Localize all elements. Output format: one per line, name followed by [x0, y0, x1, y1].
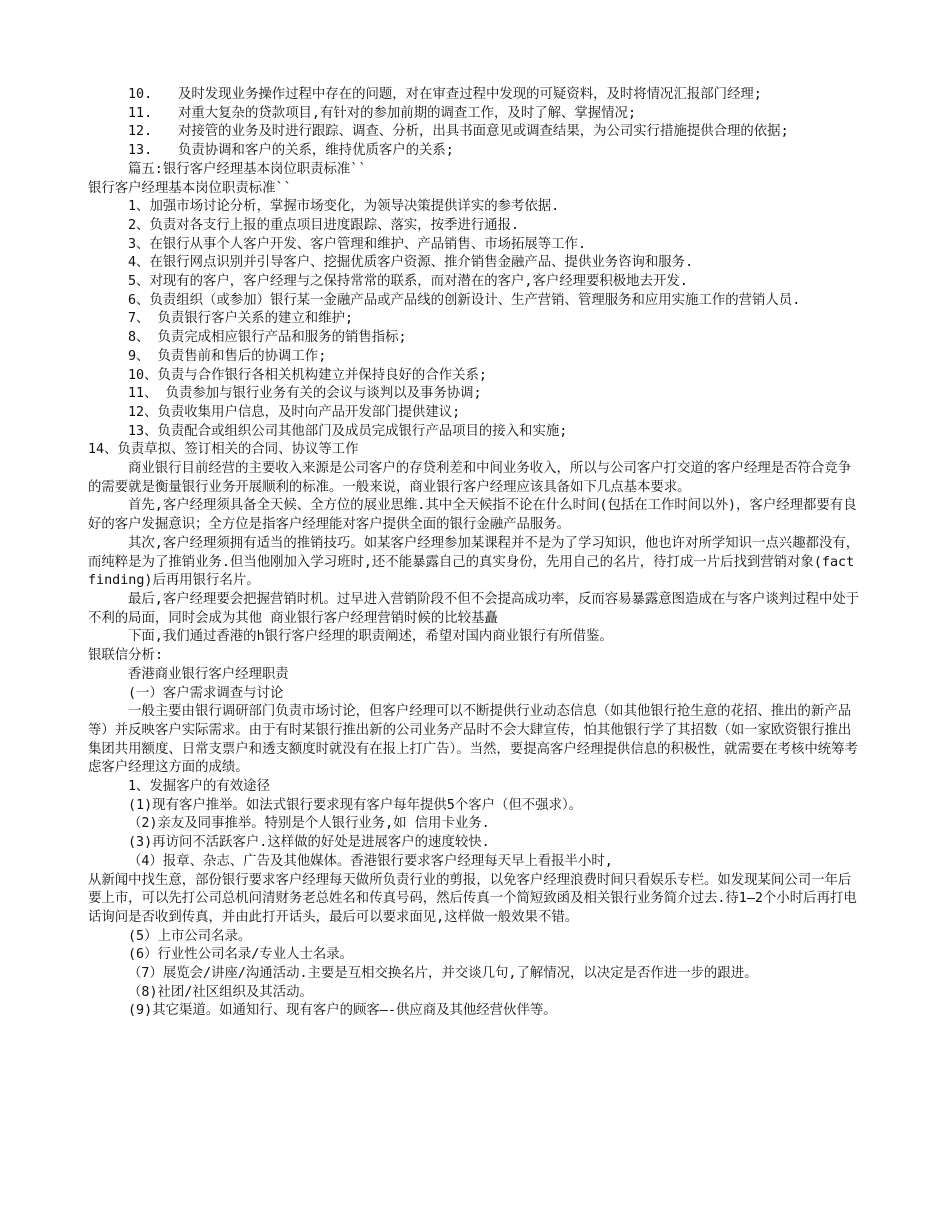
duty-item: 5、对现有的客户，客户经理与之保持常常的联系，而对潜在的客户,客户经理要积极地去开发.	[128, 274, 688, 290]
body-paragraph: 其次,客户经理须拥有适当的推销技巧。如某客户经理参加某课程并不是为了学习知识，他也许对所学知识一点兴趣都没有，而纯粹是为了推销业务.但当他刚加入学习班时,还不能暴露自己的真实身份，先用自己的名片，待打成一片后找到营销对象(fact finding)后再用银行名片。	[88, 535, 860, 589]
list-item: (6）行业性公司名录/专业人士名录。	[128, 947, 354, 963]
item-number: 12.	[128, 124, 153, 140]
list-item: (3)再访问不活跃客户.这样做的好处是进展客户的速度较快.	[128, 835, 490, 851]
duty-item: 3、在银行从事个人客户开发、客户管理和维护、产品销售、市场拓展等工作.	[128, 236, 587, 252]
duty-item: 7、 负责银行客户关系的建立和维护;	[128, 311, 354, 327]
list-item: (5）上市公司名录。	[128, 928, 252, 944]
numbered-item	[88, 86, 863, 105]
item-text: 对接管的业务及时进行跟踪、调查、分析，出具书面意见或调查结果，为公司实行措施提供合理的依据;	[178, 124, 789, 140]
list-item: （2)亲友及同事推举。特别是个人银行业务,如 信用卡业务.	[128, 816, 490, 832]
list-item-continuation: 从新闻中找生意，部份银行要求客户经理每天做所负责行业的剪报，以免客户经理浪费时间只看娱乐专栏。如发现某间公司一年后要上市，可以先打公司总机问清财务老总姓名和传真号码，然后传真一个简短致函及相关银行业务简介过去.待1—2个小时后再打电话询问是否收到传真，并由此打开话头，最后可以要求面见,这样做一般效果不错。	[88, 872, 857, 925]
body-paragraph: 最后,客户经理要会把握营销时机。过早进入营销阶段不但不会提高成功率，反而容易暴露意图造成在与客户谈判过程中处于不利的局面，同时会成为其他 商业银行客户经理营销时候的比较基矗	[88, 591, 860, 626]
numbered-item	[88, 123, 863, 142]
duty-item: 12、负责收集用户信息，及时向产品开发部门提供建议;	[128, 404, 461, 420]
document-page	[88, 86, 863, 1021]
body-paragraph: 下面,我们通过香港的h银行客户经理的职责阐述，希望对国内商业银行有所借鉴。	[128, 629, 613, 645]
section-heading: 篇五:银行客户经理基本岗位职责标准``	[128, 161, 367, 177]
list-item: (9)其它渠道。如通知行、现有客户的顾客—-供应商及其他经营伙伴等。	[128, 1003, 557, 1019]
duty-item: 2、负责对各支行上报的重点项目进度跟踪、落实，按季进行通报.	[128, 217, 520, 233]
list-item: （4）报章、杂志、广告及其他媒体。香港银行要求客户经理每天早上看报半小时,	[128, 853, 613, 869]
item-number: 11.	[128, 105, 153, 121]
duty-item: 8、 负责完成相应银行产品和服务的销售指标;	[128, 330, 407, 346]
analysis-label: 银联信分析:	[88, 648, 164, 664]
duty-item: 13、负责配合或组织公司其他部门及成员完成银行产品项目的接入和实施;	[128, 423, 568, 439]
duty-item: 6、负责组织（或参加）银行某一金融产品或产品线的创新设计、生产营销、管理服务和应用实施工作的营销人员.	[128, 292, 801, 308]
list-item: （7）展览会/讲座/沟通活动.主要是互相交换名片，并交谈几句,了解情况，以决定是否作进一步的跟进。	[128, 966, 758, 982]
item-text: 及时发现业务操作过程中存在的问题，对在审查过程中发现的可疑资料，及时将情况汇报部门经理;	[178, 87, 762, 102]
section-title: (一）客户需求调查与讨论	[128, 685, 284, 701]
list-item: (1)现有客户推举。如法式银行要求现有客户每年提供5个客户（但不强求）。	[128, 797, 583, 813]
duty-item: 11、 负责参加与银行业务有关的会议与谈判以及事务协调;	[128, 386, 482, 402]
document-title: 银行客户经理基本岗位职责标准``	[88, 180, 292, 196]
duty-item: 10、负责与合作银行各相关机构建立并保持良好的合作关系;	[128, 367, 487, 383]
item-number: 13.	[128, 143, 153, 159]
item-text: 负责协调和客户的关系，维持优质客户的关系;	[178, 143, 454, 159]
numbered-item	[88, 105, 863, 124]
numbered-item	[88, 142, 863, 161]
body-paragraph: 一般主要由银行调研部门负责市场讨论，但客户经理可以不断提供行业动态信息（如其他银行抢生意的花招、推出的新产品等）并反映客户实际需求。由于有时某银行推出新的公司业务产品时不会大肆宣传，怕其他银行学了其招数（如一家欧资银行推出集团共用额度、日常支票户和透支额度时就没有在报上打广告）。当然，要提高客户经理提供信息的积极性，就需要在考核中统筹考虑客户经理这方面的成绩。	[88, 704, 858, 776]
subsection-title: 1、发掘客户的有效途径	[128, 779, 270, 795]
duty-item: 14、负责草拟、签订相关的合同、协议等工作	[88, 442, 359, 458]
item-number: 10.	[128, 87, 153, 102]
duty-item: 4、在银行网点识别并引导客户、挖掘优质客户资源、推介销售金融产品、提供业务咨询和服务.	[128, 255, 694, 271]
body-paragraph: 商业银行目前经营的主要收入来源是公司客户的存贷利差和中间业务收入，所以与公司客户打交道的客户经理是否符合竞争的需要就是衡量银行业务开展顺利的标准。一般来说，商业银行客户经理应该具备如下几点基本要求。	[88, 461, 852, 495]
list-item: （8)社团/社区组织及其活动。	[128, 984, 313, 1000]
item-text: 对重大复杂的贷款项目,有针对的参加前期的调查工作，及时了解、掌握情况;	[178, 105, 637, 121]
duty-item: 9、 负责售前和售后的协调工作;	[128, 348, 327, 364]
body-paragraph: 首先,客户经理须具备全天候、全方位的展业思维.其中全天候指不论在什么时间(包括在工作时间以外)，客户经理都要有良好的客户发掘意识；全方位是指客户经理能对客户提供全面的银行金融产品服务。	[88, 498, 857, 533]
duty-item: 1、加强市场讨论分析，掌握市场变化，为领导决策提供详实的参考依据.	[128, 199, 560, 215]
hk-title: 香港商业银行客户经理职责	[128, 666, 289, 682]
